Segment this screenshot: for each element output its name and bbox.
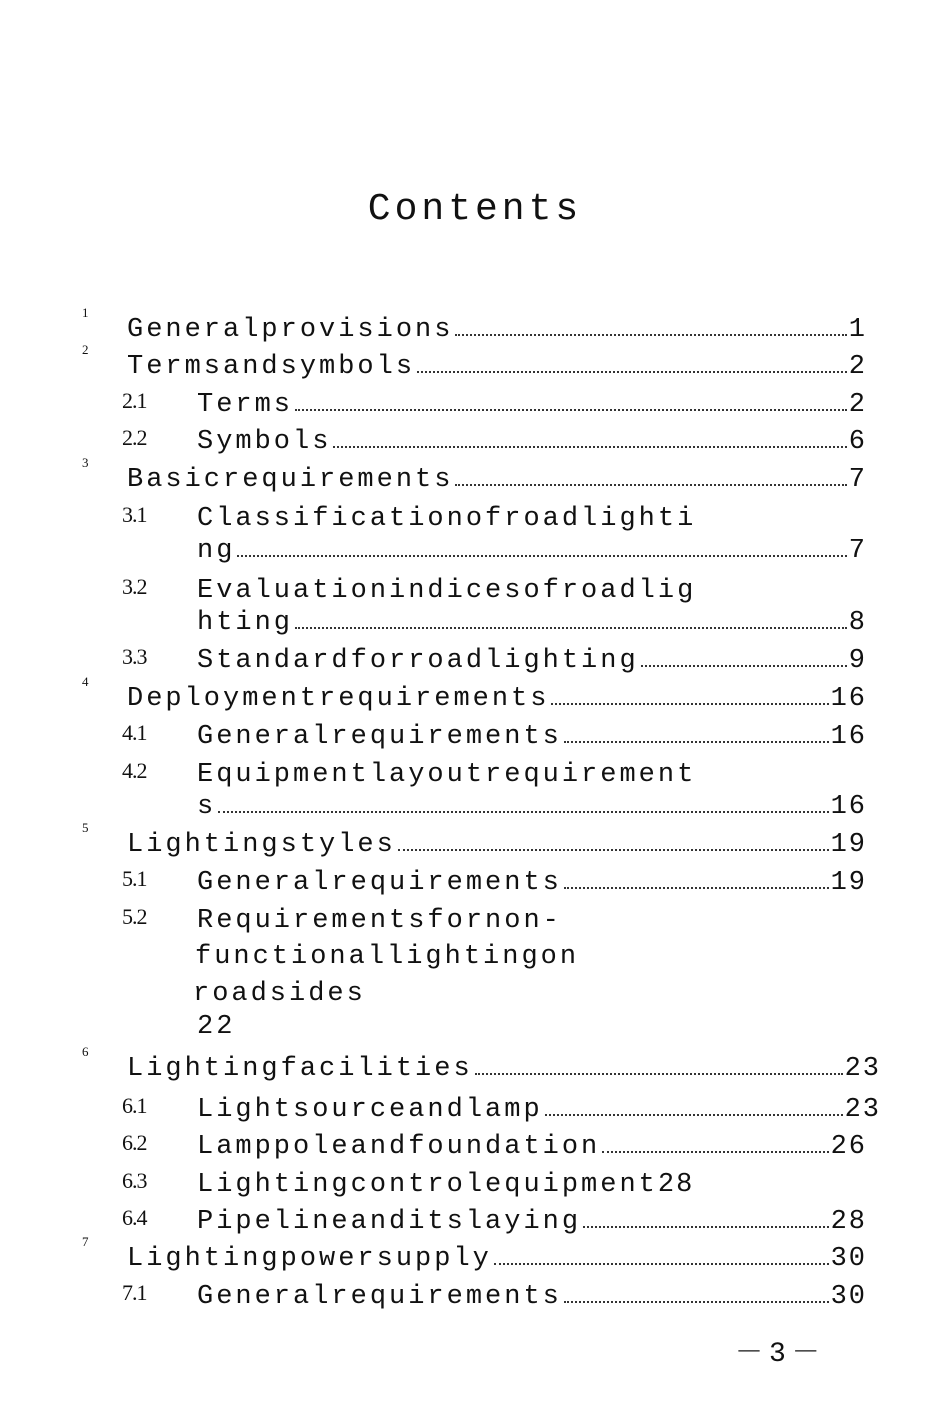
toc-page-number: 26 xyxy=(830,1132,867,1162)
toc-page-number: 1 xyxy=(848,315,867,345)
dot-leader xyxy=(564,741,829,743)
toc-entry-title-continued: ng xyxy=(197,536,236,566)
dot-leader xyxy=(218,811,828,813)
dot-leader xyxy=(494,1263,829,1265)
dot-leader xyxy=(295,627,847,629)
page-title: Contents xyxy=(367,188,583,231)
toc-section-number: 6.1 xyxy=(122,1093,147,1118)
toc-entry-title: Classificationofroadlighti xyxy=(197,504,697,534)
toc-entry-title: Deploymentrequirements xyxy=(127,684,550,714)
toc-page-number: 16 xyxy=(830,684,867,714)
toc-entry-title-continued: roadsides xyxy=(193,979,366,1009)
page-number-footer: －3－ xyxy=(735,1339,826,1370)
toc-entry-title: Generalrequirements xyxy=(197,722,562,752)
toc-chapter-number: 3 xyxy=(82,455,89,470)
toc-chapter-number: 2 xyxy=(82,342,89,357)
toc-page-number: 7 xyxy=(848,536,867,566)
toc-chapter-number: 6 xyxy=(82,1044,89,1059)
toc-page-number: 2 xyxy=(848,390,867,420)
toc-section-number: 7.1 xyxy=(122,1280,147,1305)
toc-page-number: 9 xyxy=(848,646,867,676)
toc-section-number: 6.3 xyxy=(122,1168,147,1193)
toc-page-number: 28 xyxy=(657,1170,695,1200)
toc-entry-title: Standardforroadlighting xyxy=(197,646,639,676)
dot-leader xyxy=(551,703,828,705)
dot-leader xyxy=(295,409,847,411)
toc-page-number: 16 xyxy=(830,722,867,752)
toc-chapter-number: 5 xyxy=(82,820,89,835)
toc-entry-title: Generalrequirements xyxy=(197,868,562,898)
toc-page-number: 6 xyxy=(848,427,867,457)
toc-page-number: 19 xyxy=(830,830,867,860)
toc-section-number: 4.1 xyxy=(122,720,147,745)
dot-leader xyxy=(455,484,846,486)
toc-chapter-number: 1 xyxy=(82,305,89,320)
toc-entry-title: Lightingfacilities xyxy=(127,1054,473,1084)
toc-section-number: 3.3 xyxy=(122,644,147,669)
toc-section-number: 6.4 xyxy=(122,1205,147,1230)
toc-page-number: 16 xyxy=(830,792,867,822)
toc-entry-title-continued: functionallightingon xyxy=(195,942,580,972)
toc-page-number: 23 xyxy=(844,1095,881,1125)
toc-entry-title: Terms xyxy=(197,390,294,420)
toc-page-number: 2 xyxy=(848,352,867,382)
dot-leader xyxy=(333,446,846,448)
toc-section-number: 5.2 xyxy=(122,904,147,929)
toc-entry-title-continued: s xyxy=(197,792,217,822)
dot-leader xyxy=(417,371,847,373)
toc-entry-title: Pipelineanditslaying xyxy=(197,1207,582,1237)
dot-leader xyxy=(455,334,846,336)
dot-leader xyxy=(602,1151,828,1153)
dot-leader xyxy=(564,1301,829,1303)
toc-entry-title: Lightingstyles xyxy=(127,830,396,860)
toc-section-number: 2.2 xyxy=(122,425,147,450)
toc-entry-title: Termsandsymbols xyxy=(127,352,416,382)
toc-entry-title: Requirementsfornon- xyxy=(197,906,562,936)
toc-page-number: 8 xyxy=(848,608,867,638)
toc-entry-title: Lamppoleandfoundation xyxy=(197,1132,601,1162)
toc-section-number: 2.1 xyxy=(122,388,147,413)
dot-leader xyxy=(545,1114,843,1116)
toc-entry-title-continued: hting xyxy=(197,608,294,638)
dot-leader xyxy=(583,1226,829,1228)
toc-entry-title: Lightingpowersupply xyxy=(127,1244,492,1274)
toc-page-number: 19 xyxy=(830,868,867,898)
toc-entry-title: Lightsourceandlamp xyxy=(197,1095,543,1125)
toc-entry-title: Basicrequirements xyxy=(127,465,454,495)
toc-section-number: 3.2 xyxy=(122,574,147,599)
toc-section-number: 4.2 xyxy=(122,758,147,783)
toc-entry-title: Symbols xyxy=(197,427,332,457)
toc-entry-title: Generalprovisions xyxy=(127,315,454,345)
toc-entry-title: Lightingcontrolequipment xyxy=(197,1170,658,1200)
toc-entry-title: Generalrequirements xyxy=(197,1282,562,1312)
dot-leader xyxy=(641,665,847,667)
toc-entry-title: Evaluationindicesofroadlig xyxy=(197,576,697,606)
toc-entry-title: Equipmentlayoutrequirement xyxy=(197,760,697,790)
toc-page-number: 7 xyxy=(848,465,867,495)
toc-page-number: 23 xyxy=(844,1054,881,1084)
dot-leader xyxy=(237,555,846,557)
toc-chapter-number: 4 xyxy=(82,674,89,689)
toc-section-number: 3.1 xyxy=(122,502,147,527)
dot-leader xyxy=(564,887,829,889)
toc-page-number: 30 xyxy=(830,1282,867,1312)
toc-chapter-number: 7 xyxy=(82,1234,89,1249)
toc-section-number: 6.2 xyxy=(122,1130,147,1155)
toc-section-number: 5.1 xyxy=(122,866,147,891)
toc-page-number: 28 xyxy=(830,1207,867,1237)
toc-page-number: 30 xyxy=(830,1244,867,1274)
dot-leader xyxy=(398,849,829,851)
toc-page-number: 22 xyxy=(197,1012,236,1042)
dot-leader xyxy=(475,1073,843,1075)
